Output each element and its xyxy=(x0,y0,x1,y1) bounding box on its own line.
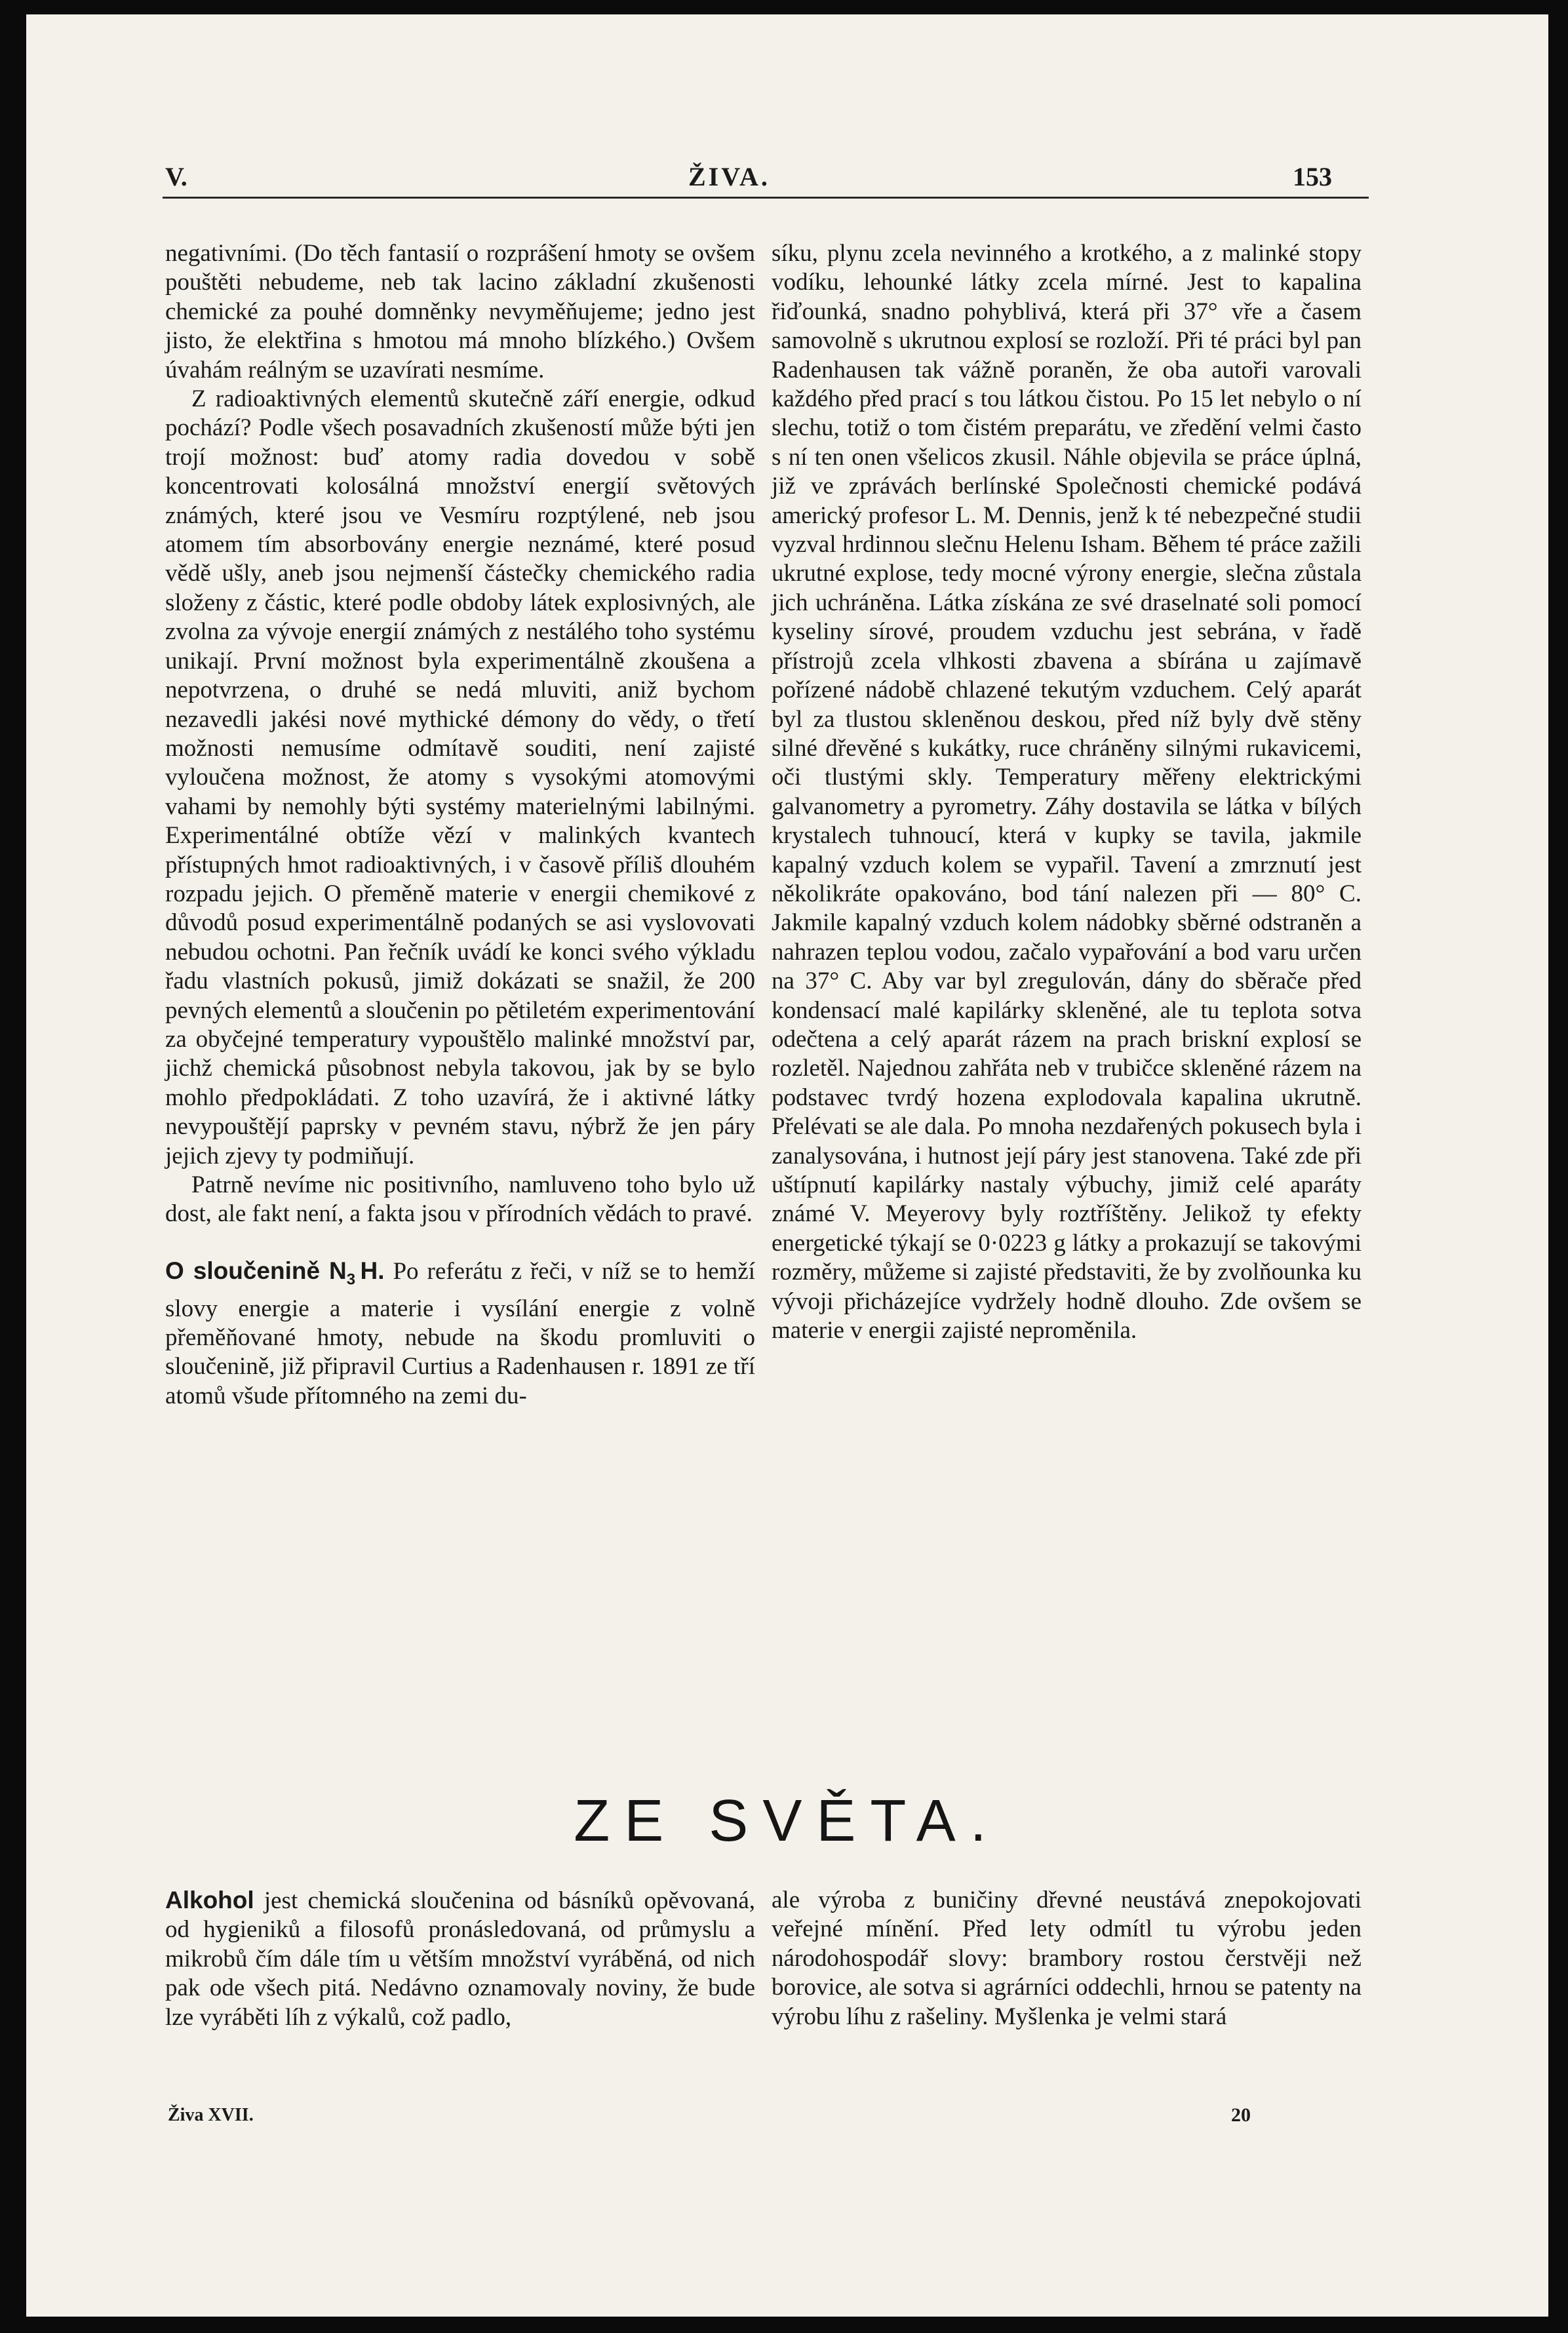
heading-end: H. xyxy=(360,1257,385,1284)
paragraph: Z radioaktivných elementů skutečně září energie, odkud pochází? Podle všech posavadních zkušeností může býti jen trojí možnost: buď atomy radia dovedou v sobě koncentrovati kolosálná množství energií světových známých, které jsou ve Vesmíru rozptýlené, neb jsou atomem tím absorbovány energie neznámé, které posud vědě ušly, aneb jsou nejmenší částečky chemického radia složeny z částic, které podle obdoby látek explosivných, ale zvolna za vývoje energií známých z nestálého toho systému unikají. První možnost byla experimentálně zkoušena a nepotvrzena, o druhé se nedá mluviti, aniž bychom nezavedli jakési nové mythické démony do vědy, o třetí možnosti nemusíme odmítavě souditi, není zajisté vyloučena možnost, že atomy s vysokými atomovými vahami by nemohly býti systémy materielnými labilnými. Experimentálné obtíže vězí v malinkých kvantech přístupných hmot radioaktivných, i v časově příliš dlouhém rozpadu jejich. O přeměně materie v energii chemikové z důvodů posud experimentálně podaných se asi vyslovovati nebudou ochotni. Pan řečník uvádí ke konci svého výkladu řadu vlastních pokusů, jimiž dokázati se snažil, že 200 pevných elementů a sloučenin po pětiletém experimentování za obyčejné temperatury vypouštělo malinké množství par, jichž chemická působnost nebyla takovou, jak by se bylo mohlo předpokládati. Z toho uzavírá, že i aktivné látky nevypouštějí paprsky v pevném stavu, nýbrž že jen páry jejich zjevy ty podmiňují. xyxy=(165,385,755,1169)
header-rule xyxy=(163,197,1369,199)
right-column-lower xyxy=(772,1886,1362,2031)
paragraph: Patrně nevíme nic positivního, namluveno toho bylo už dost, ale fakt není, a fakta jsou v přírodních vědách to pravé. xyxy=(165,1171,755,1228)
journal-page xyxy=(26,14,1548,2317)
volume-label: V. xyxy=(165,162,187,191)
paragraph: negativními. (Do těch fantasií o rozprášení hmoty se ovšem pouštěti nebudeme, neb tak lacino základní zkušenosti chemické za pouhé domněnky nevyměňujeme; jedno jest jisto, že elektřina s hmotou má mnoho blízkého.) Ovšem úvahám reálným se uzavírati nesmíme. xyxy=(165,240,755,383)
paragraph: ale výroba z buničiny dřevné neustává znepokojovati veřejné mínění. Před lety odmítl tu výrobu jeden národohospodář slovy: brambory rostou čerstvěji než borovice, ale sotva si agrárníci oddechli, hrnou se patenty na výrobu líhu z rašeliny. Myšlenka je velmi stará xyxy=(772,1887,1362,2030)
paragraph-text: Po referátu z řeči, v níž se to hemží slovy energie a materie i vysílání energie z volně přeměňované hmoty, nebude na škodu promluviti o sloučenině, již připravil Curtius a Radenhausen r. 1891 ze tří atomů všude přítomného na zemi du- xyxy=(165,1257,755,1409)
footer-signature: Živa XVII. xyxy=(168,2105,254,2125)
footer-sheet-number: 20 xyxy=(1231,2104,1251,2126)
heading-text: O sloučenině N xyxy=(165,1257,347,1284)
paragraph-text: jest chemická sloučenina od básníků opěvovaná, od hygieniků a filosofů pronásledovaná, od průmyslu a mikrobů čím dále tím u větším množství vyráběná, od nich pak ode všech pitá. Nedávno oznamovaly noviny, že bude lze vyráběti líh z výkalů, což padlo, xyxy=(165,1887,755,2031)
journal-title: ŽIVA. xyxy=(688,162,770,191)
heading-subscript: 3 xyxy=(346,1270,356,1289)
article-alkohol-intro xyxy=(165,1886,755,2032)
article-heading xyxy=(165,1257,385,1289)
page-number: 153 xyxy=(1293,162,1332,191)
paragraph: síku, plynu zcela nevinného a krotkého, a z malinké stopy vodíku, lehounké látky zcela mírné. Jest to kapalina řiďounká, snadno pohyblivá, která při 37° vře a časem samovolně s ukrutnou explosí se rozloží. Při té práci byl pan Radenhausen tak vážně poraněn, že oba autoři varovali každého před prací s tou látkou čistou. Po 15 let nebylo o ní slechu, totiž o tom čistém preparátu, ve zředění velmi často s ní ten onen všelicos zkusil. Náhle objevila se práce úplná, již ve zprávách berlínské Společnosti chemické podává americký profesor L. M. Dennis, jenž k té nebezpečné studii vyzval hrdinnou slečnu Helenu Isham. Během té práce zažili ukrutné explose, tedy mocné výrony energie, slečna zůstala jich uchráněna. Látka získána ze své draselnaté soli pomocí kyseliny sírové, proudem vzduchu jest sebrána, v řadě přístrojů zcela vlhkosti zbavena a sbírána u zajímavě pořízené nádobě chlazené tekutým vzduchem. Celý aparát byl za tlustou skleněnou deskou, před níž byly dvě stěny silné dřevěné s kukátky, ruce chráněny silnými rukavicemi, oči tlustými skly. Temperatury měřeny elektrickými galvanometry a pyrometry. Záhy dostavila se látka v bílých krystalech tuhnoucí, která v kupky se tavila, jakmile kapalný vzduch kolem se vypařil. Tavení a zmrznutí jest několikráte opakováno, bod tání nalezen při — 80° C. Jakmile kapalný vzduch kolem nádobky sběrné odstraněn a nahrazen teplou vodou, začalo vypařování a bod varu určen na 37° C. Aby var byl zregulován, dány do sběrače před kondensací malé kapilárky skleněné, ale tu teplota sotva odečtena a celý aparát rázem na prach briskní explosí se rozletěl. Najednou zahřáta neb v trubičce skleněné rázem na podstavec tvrdý hozena explodovala kapalina ukrutně. Přelévati se ale dala. Po mnoha nezdařených pokusech byla i zanalysována, i hutnost její páry jest stanovena. Také zde při uštípnutí kapilárky nastaly výbuchy, jimiž celé aparáty známé V. Meyerovy byly roztříštěny. Jelikož ty efekty energetické týkají se 0·0223 g látky a prokazují se takovými rozměry, můžeme si zajisté představiti, že by zvolňounka ku vývoji přicházejíce vydržely hodně dlouho. Zde ovšem se materie v energii zajisté neproměnila. xyxy=(772,240,1362,1344)
right-column-upper xyxy=(772,239,1362,1345)
left-column-lower xyxy=(165,1886,755,2032)
left-column-upper xyxy=(165,239,755,1411)
section-heading: ZE SVĚTA. xyxy=(574,1788,1001,1854)
article-heading: Alkohol xyxy=(165,1887,254,1913)
article-nh3-intro xyxy=(165,1257,755,1411)
